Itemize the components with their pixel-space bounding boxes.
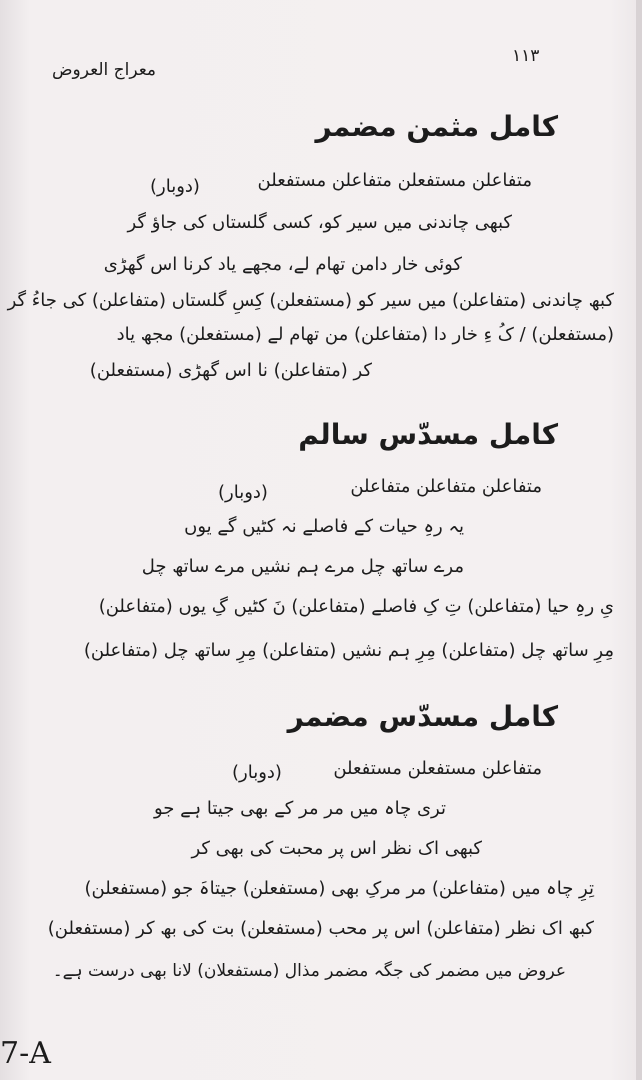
corner-page-mark: 7-A: [0, 1036, 51, 1071]
scansion-line: کر (متفاعلن) نا اس گھڑی (مستفعلن): [89, 360, 372, 381]
scansion-line: (مستفعلن) / کُ ءِ خار دا (متفاعلن) من تھام لے (مستفعلن) مجھ یاد: [116, 324, 614, 345]
scansion-line: کبھ اک نظر (متفاعلن) اس پر محب (مستفعلن) بت کی بھ کر (مستفعلن): [47, 918, 594, 939]
verse-line: کبھی اک نظر اس پر محبت کی بھی کر: [191, 838, 482, 859]
page-number: ۱۱۳: [512, 46, 540, 66]
section-title-kamil-musaddas-salim: کامل مسدّس سالم: [298, 418, 558, 451]
footnote: عروض میں مضمر کی جگہ مضمر مذال (مستفعلان) لانا بھی درست ہے۔: [52, 961, 566, 981]
verse-line: تری چاہ میں مر مر کے بھی جیتا ہے جو: [153, 798, 446, 819]
verse-line: مرے ساتھ چل مرے ہم نشیں مرے ساتھ چل: [141, 556, 464, 577]
section-title-kamil-musamman-muzmar: کامل مثمن مضمر: [315, 110, 558, 143]
repeat-marker: (دوبار): [150, 176, 200, 197]
verse-line: یہ رہِ حیات کے فاصلے نہ کٹیں گے یوں: [184, 516, 464, 537]
running-header-book-title: معراج العروض: [52, 60, 157, 80]
repeat-marker: (دوبار): [232, 762, 282, 783]
verse-line: کوئی خار دامن تھام لے، مجھے یاد کرنا اس گھڑی: [103, 254, 462, 275]
repeat-marker: (دوبار): [218, 482, 268, 503]
section-title-kamil-musaddas-muzmar: کامل مسدّس مضمر: [287, 700, 558, 733]
page-edge: [636, 0, 642, 1080]
scansion-line: کبھ چاندنی (متفاعلن) میں سیر کو (مستفعلن) کِسِ گلستاں (متفاعلن) کی جاءُ گر: [7, 290, 614, 311]
verse-line: کبھی چاندنی میں سیر کو، کسی گلستاں کی جاؤ گر: [127, 212, 512, 233]
scansion-line: مِرِ ساتھ چل (متفاعلن) مِرِ ہم نشیں (متفاعلن) مِرِ ساتھ چل (متفاعلن): [83, 640, 614, 661]
meter-line: متفاعلن مستفعلن متفاعلن مستفعلن: [257, 170, 532, 191]
scansion-line: یِ رہِ حیا (متفاعلن) تِ کِ فاصلے (متفاعلن) نَ کٹیں گِ یوں (متفاعلن): [98, 596, 614, 617]
meter-line: متفاعلن مستفعلن مستفعلن: [333, 758, 542, 779]
scansion-line: تِرِ چاہ میں (متفاعلن) مر مرکِ بھی (مستفعلن) جیتاہَ جو (مستفعلن): [84, 878, 594, 899]
meter-line: متفاعلن متفاعلن متفاعلن: [350, 476, 542, 497]
